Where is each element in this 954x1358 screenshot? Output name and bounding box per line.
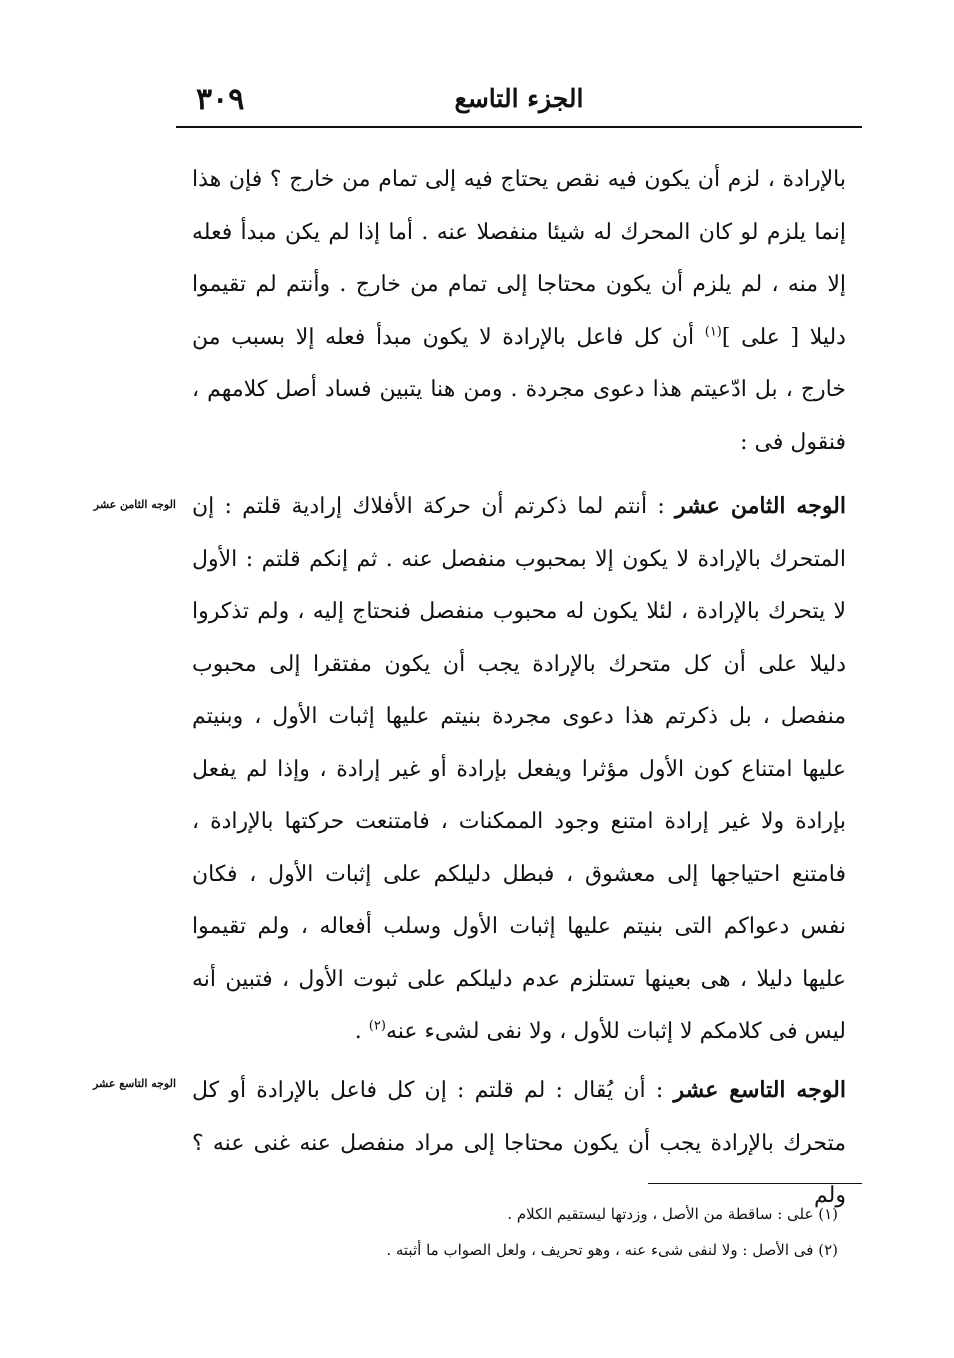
section-heading-nineteenth: الوجه التاسع عشر (673, 1077, 846, 1103)
margin-note-eighteenth: الوجه الثامن عشر (93, 498, 176, 511)
section-heading-eighteenth: الوجه الثامن عشر (675, 493, 847, 519)
footnote-rule (648, 1183, 862, 1184)
paragraph-1-text: بالإرادة ، لزم أن يكون فيه نقص يحتاج فيه إلى تمام من خارج ؟ فإن هذا إنما يلزم لو كان المحرك له شيئا منفصلا عنه . أما إذا لم يكن مبدأ فعله إلا منه ، لم يلزم أن يكون محتاجا إلى تمام من خارج . وأنتم لم تقيموا دليلا [ على ] (192, 167, 846, 350)
paragraph-1 (192, 154, 846, 469)
footnote-2: (٢) فى الأصل : ولا لنفى شىء عنه ، وهو تحريف ، ولعل الصواب ما أثبته . (386, 1241, 838, 1259)
paragraph-3-text: : أن يُقال : لم قلتم : إن كل فاعل بالإرادة أو كل متحرك بالإرادة يجب أن يكون محتاجا إلى مراد منفصل عنه غنى عنه ؟ ولم (192, 1078, 846, 1208)
margin-note-nineteenth: الوجه التاسع عشر (92, 1077, 176, 1090)
footnote-ref-1: (١) (704, 324, 722, 340)
paragraph-2-text: : أنتم لما ذكرتم أن حركة الأفلاك إرادية قلتم : إن المتحرك بالإرادة لا يكون إلا بمحبوب منفصل عنه . ثم إنكم قلتم : الأول لا يتحرك بالإرادة ، لئلا يكون له محبوب منفصل فنحتاج إليه ، ولم تذكروا دليلا على أن كل متحرك بالإرادة يجب أن يكون مفتقرا إلى محبوب منفصل ، بل ذكرتم هذا دعوى مجردة بنيتم عليها إثبات الأول ، وبنيتم عليها امتناع كون الأول مؤثرا ويفعل بإرادة أو غير إرادة ، وإذا لم يفعل بإرادة ولا غير إرادة امتنع وجود الممكنات ، فامتنعت حركتها بالإرادة ، فامتنع احتياجها إلى معشوق ، فبطل دليلكم على إثبات الأول ، فكان نفس دعواكم التى بنيتم عليها إثبات الأول وسلب أفعاله ، ولم تقيموا عليها دليلا ، هى بعينها تستلزم عدم دليلكم على ثبوت الأول ، فتبين أنه ليس فى كلامكم لا إثبات للأول ، ولا نفى لشىء عنه (192, 494, 846, 1044)
page-number: ٣٠٩ (196, 82, 245, 117)
paragraph-2-text-continued: . (354, 1019, 369, 1044)
footnotes (300, 1196, 838, 1268)
running-title: الجزء التاسع (454, 84, 584, 113)
paragraph-2 (192, 480, 846, 1059)
footnote-ref-2: (٢) (368, 1018, 386, 1034)
header-rule (176, 126, 862, 128)
footnote-1: (١) على : ساقطة من الأصل ، وزدتها ليستقيم الكلام . (507, 1205, 838, 1223)
paragraph-1-text-continued: أن كل فاعل بالإرادة لا يكون مبدأ فعله إلا بسبب من خارج ، بل ادّعيتم هذا دعوى مجردة . ومن هنا يتبين فساد أصل كلامهم ، فنقول فى : (192, 324, 846, 455)
page-header (176, 70, 862, 126)
